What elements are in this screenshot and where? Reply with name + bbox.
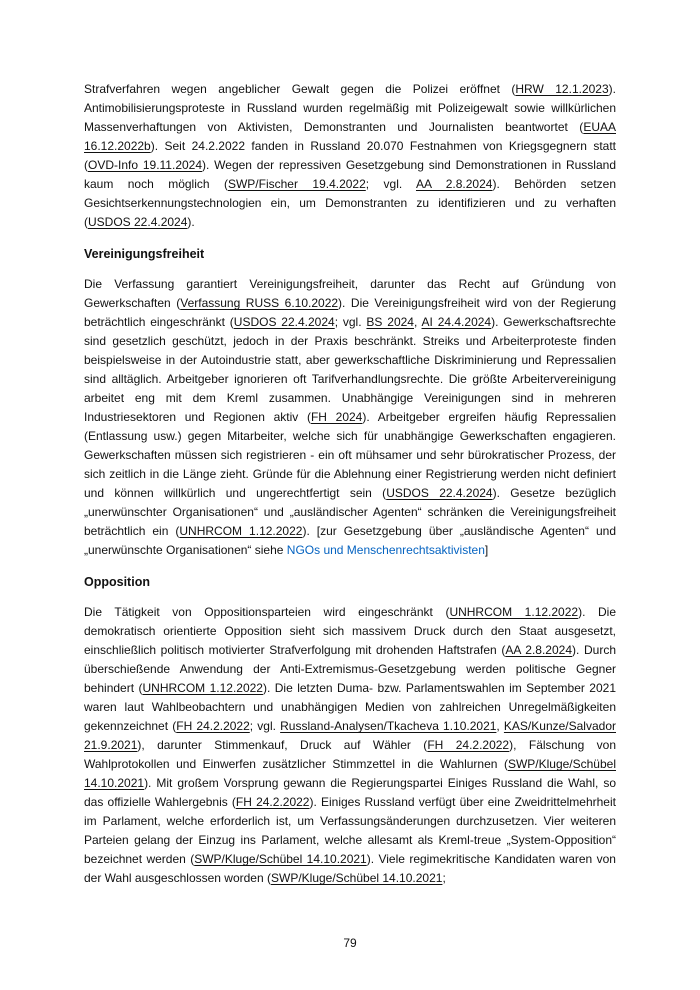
- citation-link[interactable]: SWP/Fischer 19.4.2022: [227, 177, 366, 191]
- para-vereinigungsfreiheit: [84, 275, 616, 560]
- citation-link[interactable]: SWP/Kluge/Schübel 14.10.2021: [194, 852, 367, 866]
- heading-opposition: Opposition: [84, 575, 150, 589]
- heading-vereinigungsfreiheit: Vereinigungsfreiheit: [84, 247, 205, 261]
- citation-link[interactable]: FH 24.2.2022: [427, 738, 510, 752]
- citation-link[interactable]: FH 24.2.2022: [235, 795, 310, 809]
- text-segment: ,: [496, 719, 504, 733]
- text-segment: ,: [413, 315, 422, 329]
- text-segment: ). Gewerkschaftsrechte sind gesetzlich geschützt, jedoch in der Praxis beschränkt. Streiks und Arbeiterproteste finden beispielsweise in der Autoindustrie statt, aber gewerkschaftliche Diskriminierung und Repressalien sind alltäglich. Arbeitgeber ignorieren oft Tarifverhandlungsrechte. Die größte Arbeitervereinigung arbeitet eng mit dem Kreml zusammen. Unabhängige Vereinigungen sind in mehreren Industriesektoren und Regionen aktiv (: [84, 315, 616, 424]
- text-segment: ). Arbeitgeber ergreifen häufig Repressalien (Entlassung usw.) gegen Mitarbeiter, welche sich für unabhängige Gewerkschaften engagieren. Gewerkschaften müssen sich registrieren - ein oft mühsamer und sehr bürokratischer Prozess, der sich zeitlich in die Länge zieht. Gründe für die Ablehnung einer Registrierung werden nicht definiert und können willkürlich und ungerechtfertigt sein (: [84, 410, 616, 500]
- citation-link[interactable]: UNHRCOM 1.12.2022: [449, 605, 579, 619]
- text-segment: Die Verfassung garantiert Vereinigungsfreiheit, darunter das Recht auf Gründung von Gewerkschaften (: [84, 277, 616, 310]
- para-opposition: [84, 603, 616, 888]
- cross-reference-link[interactable]: NGOs und Menschenrechtsaktivisten: [286, 543, 485, 557]
- citation-link[interactable]: FH 2024: [310, 410, 363, 424]
- text-segment: ; vgl.: [334, 315, 367, 329]
- citation-link[interactable]: FH 24.2.2022: [176, 719, 250, 733]
- text-segment: ), darunter Stimmenkauf, Druck auf Wähler (: [137, 738, 428, 752]
- text-segment: ;: [442, 871, 446, 885]
- citation-link[interactable]: USDOS 22.4.2024: [386, 486, 493, 500]
- citation-link[interactable]: USDOS 22.4.2024: [88, 215, 188, 229]
- text-segment: ; vgl.: [365, 177, 416, 191]
- text-segment: ). Mit großem Vorsprung gewann die Regierungspartei Einiges Russland die Wahl, so das offizielle Wahlergebnis (: [84, 776, 616, 809]
- text-segment: ), Fälschung von Wahlprotokollen und Einwerfen zusätzlicher Stimmzettel in die Wahlurnen (: [84, 738, 617, 771]
- citation-link[interactable]: UNHRCOM 1.12.2022: [142, 681, 263, 695]
- citation-link[interactable]: EUAA 16.12.2022b: [84, 120, 616, 153]
- text-segment: ). Gesetze bezüglich „unerwünschter Organisationen“ und „ausländischer Agenten“ schränken die Vereinigungsfreiheit beträchtlich ein (: [84, 486, 616, 538]
- citation-link[interactable]: Verfassung RUSS 6.10.2022: [180, 296, 339, 310]
- text-segment: ).: [187, 215, 195, 229]
- text-segment: ). [zur Gesetzgebung über „ausländische Agenten“ und „unerwünschte Organisationen“ siehe: [84, 524, 616, 557]
- citation-link[interactable]: HRW 12.1.2023: [515, 82, 609, 96]
- citation-link[interactable]: Russland-Analysen/Tkacheva 1.10.2021: [280, 719, 497, 733]
- text-segment: ). Die letzten Duma- bzw. Parlamentswahlen im September 2021 waren laut Wahlbeobachtern und unabhängigen Medien von zahlreichen Unregelmäßigkeiten gekennzeichnet (: [84, 681, 617, 733]
- text-segment: ). Behörden setzen Gesichtserkennungstechnologien ein, um Demonstranten zu identifizieren und zu verhaften (: [84, 177, 617, 229]
- document-content: [84, 80, 616, 888]
- citation-link[interactable]: KAS/Kunze/Salvador 21.9.2021: [84, 719, 616, 752]
- text-segment: ]: [484, 543, 489, 557]
- citation-link[interactable]: SWP/Kluge/Schübel 14.10.2021: [270, 871, 443, 885]
- text-segment: Die Tätigkeit von Oppositionsparteien wird eingeschränkt (: [84, 605, 450, 619]
- para-polizeigewalt: [84, 80, 616, 232]
- citation-link[interactable]: SWP/Kluge/Schübel 14.10.2021: [84, 757, 616, 790]
- citation-link[interactable]: UNHRCOM 1.12.2022: [179, 524, 303, 538]
- citation-link[interactable]: AA 2.8.2024: [505, 643, 573, 657]
- text-segment: ). Die Vereinigungsfreiheit wird von der Regierung beträchtlich eingeschränkt (: [84, 296, 616, 329]
- text-segment: ). Seit 24.2.2022 fanden in Russland 20.070 Festnahmen von Kriegsgegnern statt (: [84, 139, 616, 172]
- text-segment: ; vgl.: [249, 719, 281, 733]
- citation-link[interactable]: AA 2.8.2024: [415, 177, 493, 191]
- text-segment: ). Viele regimekritische Kandidaten waren von der Wahl ausgeschlossen worden (: [84, 852, 616, 885]
- text-segment: ). Durch überschießende Anwendung der Anti-Extremismus-Gesetzgebung werden politische Gegner behindert (: [84, 643, 616, 695]
- text-segment: ). Antimobilisierungsproteste in Russland wurden regelmäßig mit Polizeigewalt sowie willkürlichen Massenverhaftungen von Aktivisten, Demonstranten und Journalisten beantwortet (: [84, 82, 616, 134]
- citation-link[interactable]: OVD-Info 19.11.2024: [88, 158, 203, 172]
- text-segment: Strafverfahren wegen angeblicher Gewalt gegen die Polizei eröffnet (: [84, 82, 516, 96]
- page-number: 79: [343, 936, 357, 950]
- citation-link[interactable]: BS 2024: [366, 315, 414, 329]
- citation-link[interactable]: AI 24.4.2024: [421, 315, 492, 329]
- citation-link[interactable]: USDOS 22.4.2024: [233, 315, 335, 329]
- text-segment: ). Einiges Russland verfügt über eine Zweidrittelmehrheit im Parlament, welche erforderlich ist, um Verfassungsänderungen durchzusetzen. Vier weiteren Parteien gelang der Einzug ins Parlament, welche allesamt als Kreml-treue „System-Opposition“ bezeichnet werden (: [84, 795, 616, 866]
- text-segment: ). Wegen der repressiven Gesetzgebung sind Demonstrationen in Russland kaum noch möglich (: [84, 158, 616, 191]
- text-segment: ). Die demokratisch orientierte Opposition sieht sich massivem Druck durch den Staat ausgesetzt, einschließlich politisch motivierter Strafverfolgung mit drohenden Haftstrafen (: [84, 605, 616, 657]
